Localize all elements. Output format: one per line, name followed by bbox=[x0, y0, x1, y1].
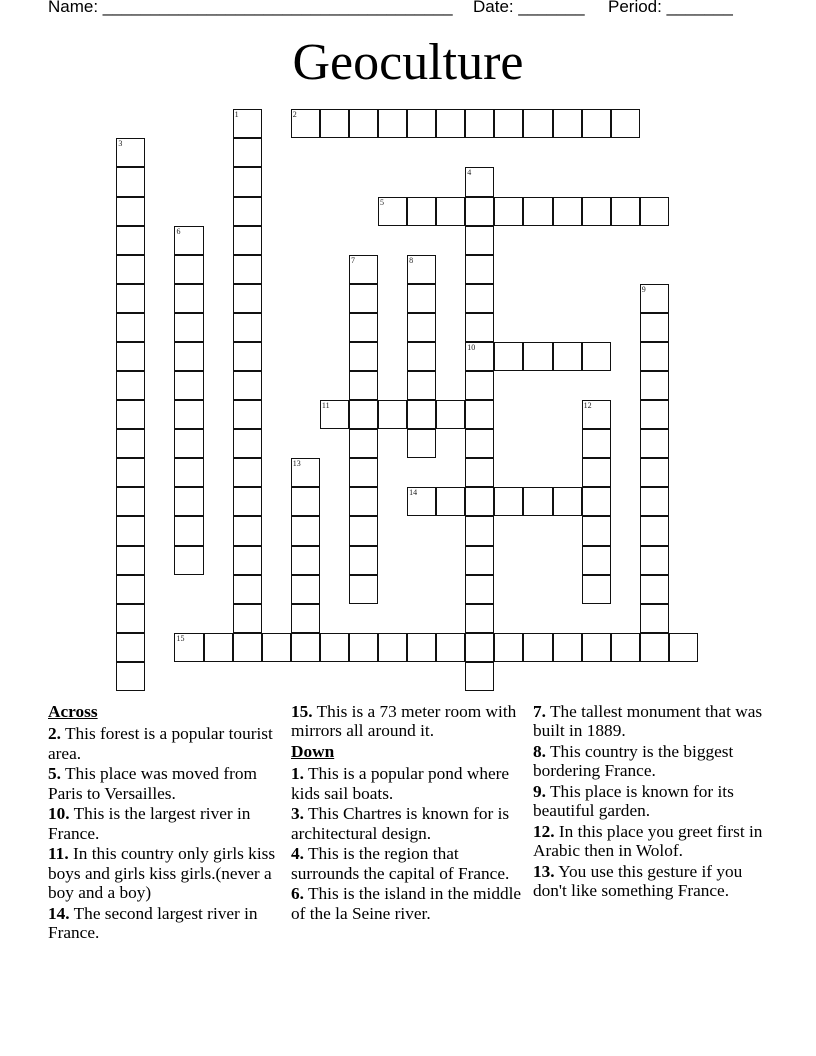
crossword-cell[interactable] bbox=[116, 400, 145, 429]
crossword-cell[interactable] bbox=[494, 197, 523, 226]
crossword-cell[interactable] bbox=[378, 109, 407, 138]
period-field[interactable]: Period: _______ bbox=[608, 0, 733, 16]
crossword-cell[interactable] bbox=[349, 255, 378, 284]
crossword-cell[interactable] bbox=[291, 516, 320, 545]
crossword-cell[interactable] bbox=[233, 197, 262, 226]
crossword-cell[interactable] bbox=[640, 633, 669, 662]
crossword-cell[interactable] bbox=[582, 575, 611, 604]
crossword-cell[interactable] bbox=[233, 400, 262, 429]
crossword-cell[interactable] bbox=[465, 516, 494, 545]
crossword-cell[interactable] bbox=[582, 342, 611, 371]
crossword-cell[interactable] bbox=[465, 575, 494, 604]
clues-column-3 bbox=[533, 702, 773, 902]
clue-text: The second largest river in France. bbox=[48, 903, 258, 943]
crossword-cell[interactable] bbox=[582, 197, 611, 226]
crossword-cell[interactable] bbox=[116, 138, 145, 167]
crossword-cell[interactable] bbox=[116, 255, 145, 284]
worksheet-header bbox=[48, 0, 768, 19]
crossword-cell[interactable] bbox=[465, 226, 494, 255]
crossword-cell[interactable] bbox=[349, 313, 378, 342]
crossword-cell[interactable] bbox=[320, 109, 349, 138]
cell-number: 4 bbox=[467, 168, 472, 178]
crossword-cell[interactable] bbox=[233, 284, 262, 313]
crossword-cell[interactable] bbox=[523, 197, 552, 226]
clue-text: You use this gesture if you don't like something France. bbox=[533, 862, 743, 901]
crossword-cell[interactable] bbox=[174, 255, 203, 284]
crossword-cell[interactable] bbox=[407, 313, 436, 342]
clue-across-11 bbox=[48, 844, 283, 902]
crossword-cell[interactable] bbox=[174, 429, 203, 458]
crossword-cell[interactable] bbox=[174, 487, 203, 516]
crossword-cell[interactable] bbox=[611, 197, 640, 226]
crossword-cell[interactable] bbox=[523, 342, 552, 371]
crossword-cell[interactable] bbox=[407, 255, 436, 284]
crossword-cell[interactable] bbox=[349, 458, 378, 487]
crossword-cell[interactable] bbox=[494, 487, 523, 516]
crossword-cell[interactable] bbox=[465, 400, 494, 429]
crossword-cell[interactable] bbox=[320, 633, 349, 662]
crossword-cell[interactable] bbox=[553, 633, 582, 662]
crossword-cell[interactable] bbox=[233, 604, 262, 633]
crossword-cell[interactable] bbox=[233, 371, 262, 400]
clue-text: This Chartres is known for is architectural design. bbox=[291, 804, 510, 843]
down-heading: Down bbox=[291, 742, 335, 761]
clue-number: 14. bbox=[48, 903, 70, 923]
crossword-cell[interactable] bbox=[407, 109, 436, 138]
crossword-cell[interactable] bbox=[465, 313, 494, 342]
crossword-cell[interactable] bbox=[523, 633, 552, 662]
clue-text: In this place you greet first in Arabic then in Wolof. bbox=[533, 822, 763, 861]
crossword-cell[interactable] bbox=[174, 342, 203, 371]
crossword-cell[interactable] bbox=[349, 633, 378, 662]
crossword-cell[interactable] bbox=[582, 458, 611, 487]
crossword-cell[interactable] bbox=[291, 546, 320, 575]
crossword-cell[interactable] bbox=[378, 197, 407, 226]
crossword-cell[interactable] bbox=[494, 633, 523, 662]
crossword-cell[interactable] bbox=[465, 662, 494, 691]
crossword-cell[interactable] bbox=[640, 516, 669, 545]
crossword-cell[interactable] bbox=[233, 255, 262, 284]
clue-number: 8. bbox=[533, 742, 546, 761]
crossword-cell[interactable] bbox=[640, 546, 669, 575]
clue-text: This place was moved from Paris to Versailles. bbox=[48, 764, 257, 803]
cell-number: 8 bbox=[409, 255, 414, 265]
crossword-cell[interactable] bbox=[640, 487, 669, 516]
crossword-cell[interactable] bbox=[523, 487, 552, 516]
crossword-cell[interactable] bbox=[174, 226, 203, 255]
crossword-cell[interactable] bbox=[116, 575, 145, 604]
crossword-cell[interactable] bbox=[553, 342, 582, 371]
crossword-cell[interactable] bbox=[116, 662, 145, 691]
crossword-cell[interactable] bbox=[407, 429, 436, 458]
crossword-cell[interactable] bbox=[233, 109, 262, 138]
crossword-cell[interactable] bbox=[436, 487, 465, 516]
clue-text: This is the region that surrounds the capital of France. bbox=[291, 844, 510, 883]
clue-down-7 bbox=[533, 702, 773, 741]
crossword-cell[interactable] bbox=[233, 226, 262, 255]
cell-number: 13 bbox=[292, 459, 301, 469]
clue-number: 9. bbox=[533, 782, 546, 801]
crossword-cell[interactable] bbox=[553, 487, 582, 516]
clue-number: 1. bbox=[291, 764, 304, 784]
crossword-cell[interactable] bbox=[465, 546, 494, 575]
crossword-cell[interactable] bbox=[349, 546, 378, 575]
cell-number: 2 bbox=[292, 110, 297, 120]
crossword-cell[interactable] bbox=[291, 633, 320, 662]
crossword-cell[interactable] bbox=[116, 429, 145, 458]
clue-number: 12. bbox=[533, 822, 555, 841]
crossword-cell[interactable] bbox=[640, 400, 669, 429]
crossword-cell[interactable] bbox=[291, 604, 320, 633]
crossword-cell[interactable] bbox=[669, 633, 698, 662]
cell-number: 6 bbox=[176, 226, 181, 236]
crossword-cell[interactable] bbox=[378, 400, 407, 429]
crossword-cell[interactable] bbox=[407, 400, 436, 429]
crossword-cell[interactable] bbox=[116, 284, 145, 313]
crossword-cell[interactable] bbox=[465, 429, 494, 458]
crossword-cell[interactable] bbox=[407, 371, 436, 400]
crossword-cell[interactable] bbox=[553, 109, 582, 138]
crossword-cell[interactable] bbox=[465, 487, 494, 516]
crossword-cell[interactable] bbox=[582, 429, 611, 458]
crossword-cell[interactable] bbox=[233, 575, 262, 604]
crossword-cell[interactable] bbox=[174, 284, 203, 313]
crossword-cell[interactable] bbox=[465, 284, 494, 313]
crossword-cell[interactable] bbox=[116, 342, 145, 371]
clue-down-12 bbox=[533, 822, 773, 861]
crossword-cell[interactable] bbox=[116, 458, 145, 487]
clue-number: 7. bbox=[533, 702, 546, 721]
crossword-cell[interactable] bbox=[233, 167, 262, 196]
clue-text: This is a popular pond where kids sail boats. bbox=[291, 764, 510, 803]
crossword-cell[interactable] bbox=[233, 633, 262, 662]
crossword-cell[interactable] bbox=[640, 458, 669, 487]
crossword-cell[interactable] bbox=[553, 197, 582, 226]
crossword-cell[interactable] bbox=[465, 342, 494, 371]
clue-text: This place is known for its beautiful garden. bbox=[533, 782, 734, 821]
crossword-cell[interactable] bbox=[116, 226, 145, 255]
crossword-cell[interactable] bbox=[174, 633, 203, 662]
crossword-cell[interactable] bbox=[116, 604, 145, 633]
crossword-cell[interactable] bbox=[436, 400, 465, 429]
crossword-cell[interactable] bbox=[523, 109, 552, 138]
clue-text: In this country only girls kiss boys and girls kiss girls.(never a boy and a boy) bbox=[48, 844, 276, 903]
cell-number: 15 bbox=[176, 633, 185, 643]
clue-down-3 bbox=[291, 804, 526, 843]
crossword-cell[interactable] bbox=[611, 633, 640, 662]
name-field[interactable]: Name: _____________________________________ bbox=[48, 0, 453, 16]
crossword-cell[interactable] bbox=[640, 575, 669, 604]
crossword-cell[interactable] bbox=[436, 197, 465, 226]
clue-down-4 bbox=[291, 844, 526, 883]
crossword-cell[interactable] bbox=[582, 633, 611, 662]
clue-text: This country is the biggest bordering France. bbox=[533, 742, 734, 781]
crossword-cell[interactable] bbox=[174, 546, 203, 575]
crossword-cell[interactable] bbox=[291, 458, 320, 487]
clue-down-13 bbox=[533, 862, 773, 901]
crossword-cell[interactable] bbox=[291, 575, 320, 604]
crossword-cell[interactable] bbox=[465, 604, 494, 633]
crossword-cell[interactable] bbox=[407, 197, 436, 226]
crossword-cell[interactable] bbox=[349, 516, 378, 545]
crossword-cell[interactable] bbox=[407, 487, 436, 516]
crossword-cell[interactable] bbox=[465, 371, 494, 400]
crossword-cell[interactable] bbox=[582, 487, 611, 516]
crossword-cell[interactable] bbox=[436, 633, 465, 662]
crossword-cell[interactable] bbox=[233, 546, 262, 575]
crossword-cell[interactable] bbox=[116, 197, 145, 226]
crossword-cell[interactable] bbox=[640, 429, 669, 458]
cell-number: 12 bbox=[583, 401, 592, 411]
crossword-cell[interactable] bbox=[465, 197, 494, 226]
crossword-cell[interactable] bbox=[291, 109, 320, 138]
cell-number: 5 bbox=[380, 197, 385, 207]
clue-text: This forest is a popular tourist area. bbox=[48, 724, 273, 763]
clue-down-1 bbox=[291, 764, 526, 803]
crossword-cell[interactable] bbox=[349, 342, 378, 371]
clue-down-9 bbox=[533, 782, 773, 821]
clues-column-1 bbox=[48, 702, 283, 944]
crossword-cell[interactable] bbox=[233, 342, 262, 371]
clue-across-10 bbox=[48, 804, 283, 843]
crossword-cell[interactable] bbox=[349, 400, 378, 429]
crossword-cell[interactable] bbox=[116, 633, 145, 662]
crossword-cell[interactable] bbox=[640, 284, 669, 313]
crossword-cell[interactable] bbox=[465, 255, 494, 284]
crossword-cell[interactable] bbox=[465, 633, 494, 662]
crossword-cell[interactable] bbox=[262, 633, 291, 662]
crossword-cell[interactable] bbox=[320, 400, 349, 429]
clue-down-8 bbox=[533, 742, 773, 781]
crossword-cell[interactable] bbox=[174, 313, 203, 342]
clue-number: 10. bbox=[48, 804, 70, 824]
crossword-cell[interactable] bbox=[582, 109, 611, 138]
clue-number: 6. bbox=[291, 884, 304, 904]
clue-text: The tallest monument that was built in 1889. bbox=[533, 702, 763, 741]
crossword-cell[interactable] bbox=[116, 516, 145, 545]
crossword-cell[interactable] bbox=[233, 313, 262, 342]
crossword-cell[interactable] bbox=[582, 400, 611, 429]
crossword-cell[interactable] bbox=[465, 458, 494, 487]
crossword-cell[interactable] bbox=[349, 284, 378, 313]
crossword-cell[interactable] bbox=[611, 109, 640, 138]
crossword-cell[interactable] bbox=[407, 342, 436, 371]
crossword-cell[interactable] bbox=[291, 487, 320, 516]
crossword-cell[interactable] bbox=[349, 109, 378, 138]
crossword-cell[interactable] bbox=[494, 342, 523, 371]
crossword-cell[interactable] bbox=[640, 342, 669, 371]
crossword-cell[interactable] bbox=[116, 313, 145, 342]
crossword-cell[interactable] bbox=[436, 109, 465, 138]
crossword-cell[interactable] bbox=[116, 167, 145, 196]
crossword-cell[interactable] bbox=[494, 109, 523, 138]
clue-across-14 bbox=[48, 904, 283, 943]
date-field[interactable]: Date: _______ bbox=[473, 0, 585, 16]
clue-number: 4. bbox=[291, 844, 304, 864]
crossword-cell[interactable] bbox=[174, 371, 203, 400]
crossword-cell[interactable] bbox=[174, 458, 203, 487]
crossword-cell[interactable] bbox=[465, 109, 494, 138]
clue-across-2 bbox=[48, 724, 283, 763]
cell-number: 3 bbox=[118, 139, 123, 149]
crossword-cell[interactable] bbox=[349, 487, 378, 516]
clue-text: This is a 73 meter room with mirrors all around it. bbox=[291, 702, 517, 741]
crossword-cell[interactable] bbox=[233, 487, 262, 516]
crossword-cell[interactable] bbox=[378, 633, 407, 662]
crossword-cell[interactable] bbox=[349, 371, 378, 400]
crossword-cell[interactable] bbox=[349, 429, 378, 458]
crossword-cell[interactable] bbox=[640, 197, 669, 226]
clue-number: 13. bbox=[533, 862, 555, 881]
clue-across-5 bbox=[48, 764, 283, 803]
page-title: Geoculture bbox=[292, 34, 524, 91]
cell-number: 11 bbox=[321, 401, 330, 411]
crossword-cell[interactable] bbox=[233, 458, 262, 487]
cell-number: 14 bbox=[409, 488, 418, 498]
clue-number: 11. bbox=[48, 844, 69, 864]
crossword-cell[interactable] bbox=[640, 313, 669, 342]
clue-text: This is the island in the middle of the la Seine river. bbox=[291, 884, 522, 923]
clue-number: 3. bbox=[291, 804, 304, 824]
crossword-cell[interactable] bbox=[174, 400, 203, 429]
across-heading: Across bbox=[48, 702, 98, 721]
crossword-cell[interactable] bbox=[640, 371, 669, 400]
crossword-cell[interactable] bbox=[640, 604, 669, 633]
crossword-cell[interactable] bbox=[233, 516, 262, 545]
crossword-cell[interactable] bbox=[233, 138, 262, 167]
clue-across-15 bbox=[291, 702, 526, 741]
crossword-cell[interactable] bbox=[582, 546, 611, 575]
crossword-cell[interactable] bbox=[233, 429, 262, 458]
crossword-cell[interactable] bbox=[349, 575, 378, 604]
crossword-cell[interactable] bbox=[116, 546, 145, 575]
crossword-cell[interactable] bbox=[407, 284, 436, 313]
clue-number: 15. bbox=[291, 702, 313, 721]
cell-number: 7 bbox=[350, 255, 355, 265]
cell-number: 9 bbox=[641, 284, 646, 294]
crossword-cell[interactable] bbox=[582, 516, 611, 545]
crossword-cell[interactable] bbox=[174, 516, 203, 545]
crossword-cell[interactable] bbox=[407, 633, 436, 662]
clue-number: 2. bbox=[48, 724, 61, 744]
clue-text: This is the largest river in France. bbox=[48, 804, 251, 843]
crossword-cell[interactable] bbox=[116, 487, 145, 516]
cell-number: 1 bbox=[234, 110, 239, 120]
cell-number: 10 bbox=[467, 342, 476, 352]
clue-down-6 bbox=[291, 884, 526, 923]
crossword-cell[interactable] bbox=[116, 371, 145, 400]
crossword-cell[interactable] bbox=[465, 167, 494, 196]
clue-number: 5. bbox=[48, 764, 61, 784]
crossword-cell[interactable] bbox=[204, 633, 233, 662]
clues-column-2 bbox=[291, 702, 526, 924]
